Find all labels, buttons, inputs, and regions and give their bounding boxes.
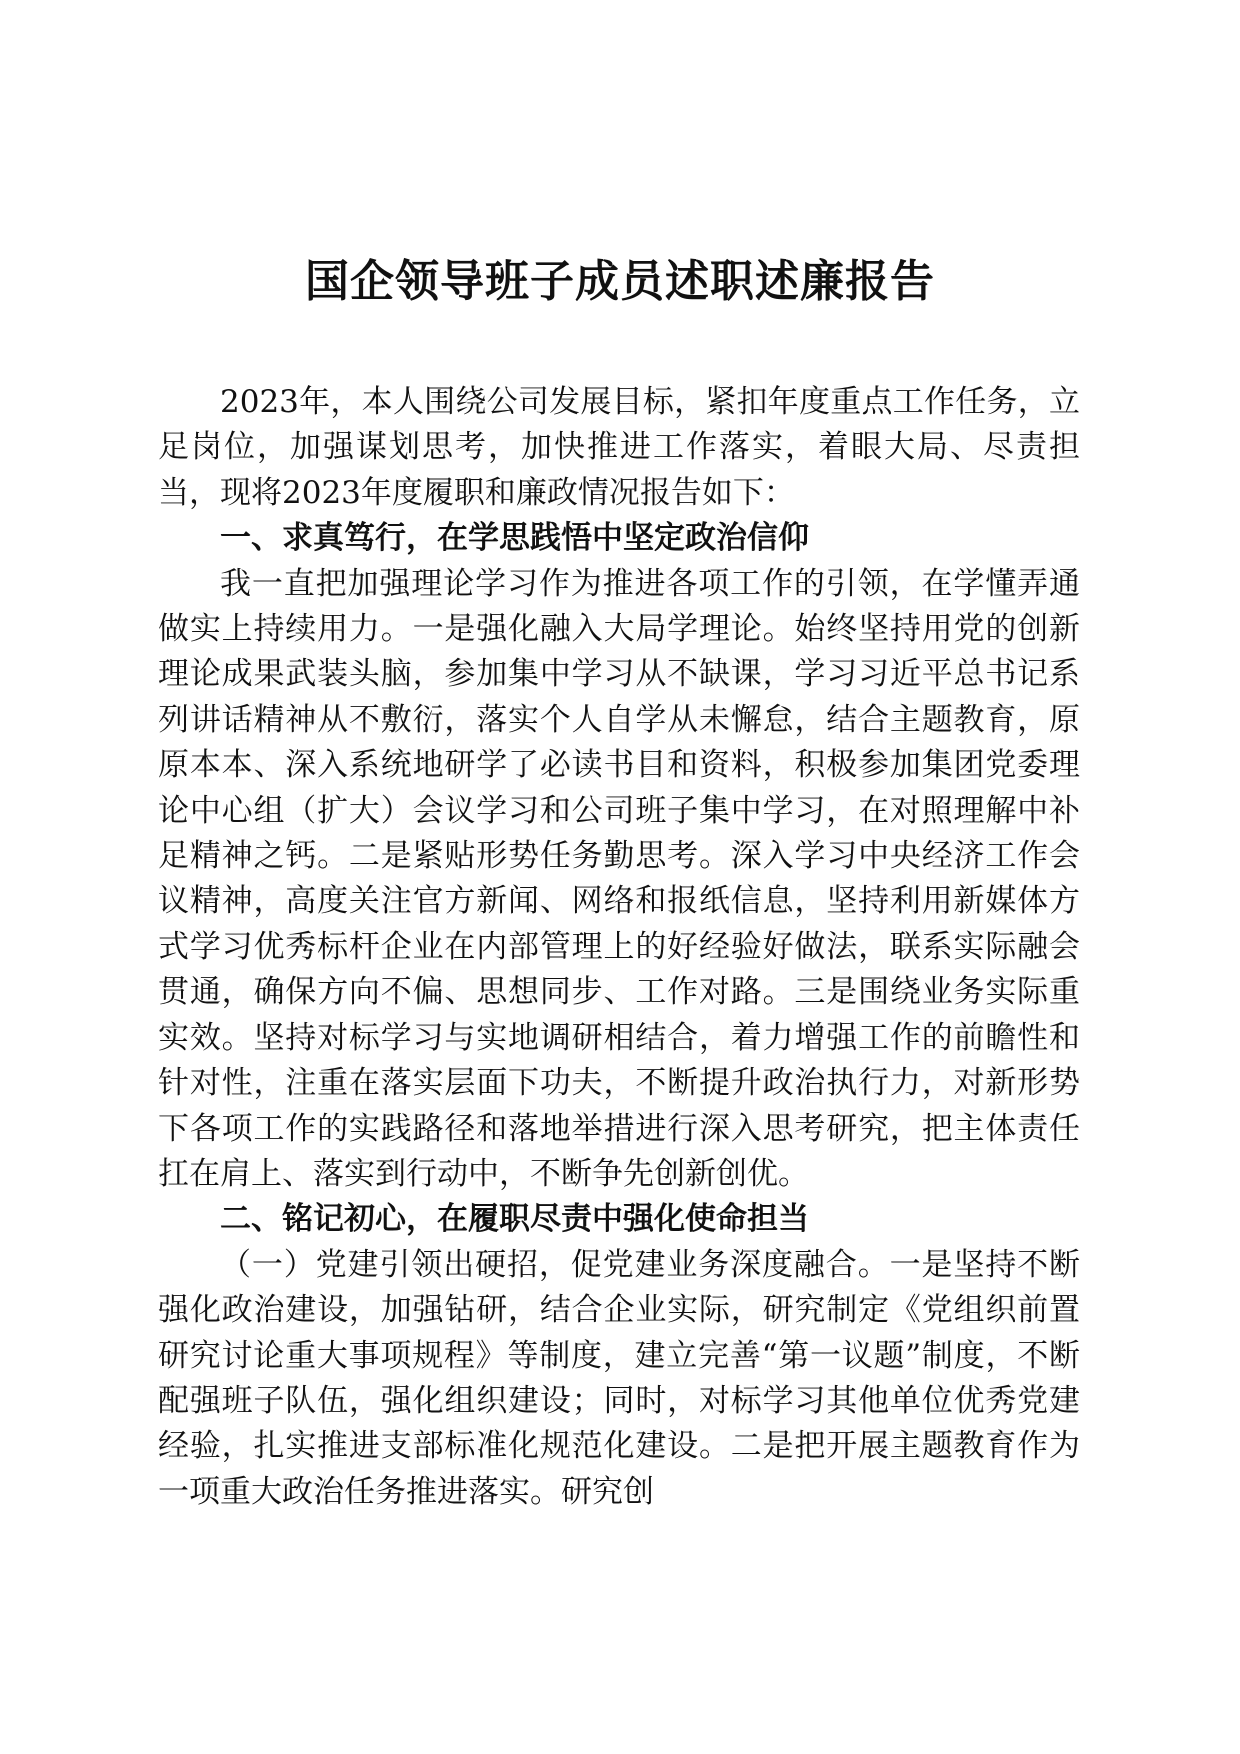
document-body <box>158 380 1080 1515</box>
section-1-heading: 一、求真笃行，在学思践悟中坚定政治信仰 <box>220 520 809 557</box>
document-title: 国企领导班子成员述职述廉报告 <box>305 256 935 307</box>
section-1-paragraph: 我一直把加强理论学习作为推进各项工作的引领，在学懂弄通做实上持续用力。一是强化融入大局学理论。始终坚持用党的创新理论成果武装头脑，参加集中学习从不缺课，学习习近平总书记系列讲话精神从不敷衍，落实个人自学从未懈怠，结合主题教育，原原本本、深入系统地研学了必读书目和资料，积极参加集团党委理论中心组（扩大）会议学习和公司班子集中学习，在对照理解中补足精神之钙。二是紧贴形势任务勤思考。深入学习中央经济工作会议精神，高度关注官方新闻、网络和报纸信息，坚持利用新媒体方式学习优秀标杆企业在内部管理上的好经验好做法，联系实际融会贯通，确保方向不偏、思想同步、工作对路。三是围绕业务实际重实效。坚持对标学习与实地调研相结合，着力增强工作的前瞻性和针对性，注重在落实层面下功夫，不断提升政治执行力，对新形势下各项工作的实践路径和落地举措进行深入思考研究，把主体责任扛在肩上、落实到行动中，不断争先创新创优。 <box>158 565 1080 1192</box>
intro-paragraph: 2023年，本人围绕公司发展目标，紧扣年度重点工作任务，立足岗位，加强谋划思考，加快推进工作落实，着眼大局、尽责担当，现将2023年度履职和廉政情况报告如下： <box>158 384 1080 511</box>
section-2-paragraph: （一）党建引领出硬招，促党建业务深度融合。一是坚持不断强化政治建设，加强钻研，结合企业实际，研究制定《党组织前置研究讨论重大事项规程》等制度，建立完善“第一议题”制度，不断配强班子队伍，强化组织建设；同时，对标学习其他单位优秀党建经验，扎实推进支部标准化规范化建设。二是把开展主题教育作为一项重大政治任务推进落实。研究创 <box>158 1246 1080 1510</box>
section-2-heading: 二、铭记初心，在履职尽责中强化使命担当 <box>220 1201 809 1238</box>
